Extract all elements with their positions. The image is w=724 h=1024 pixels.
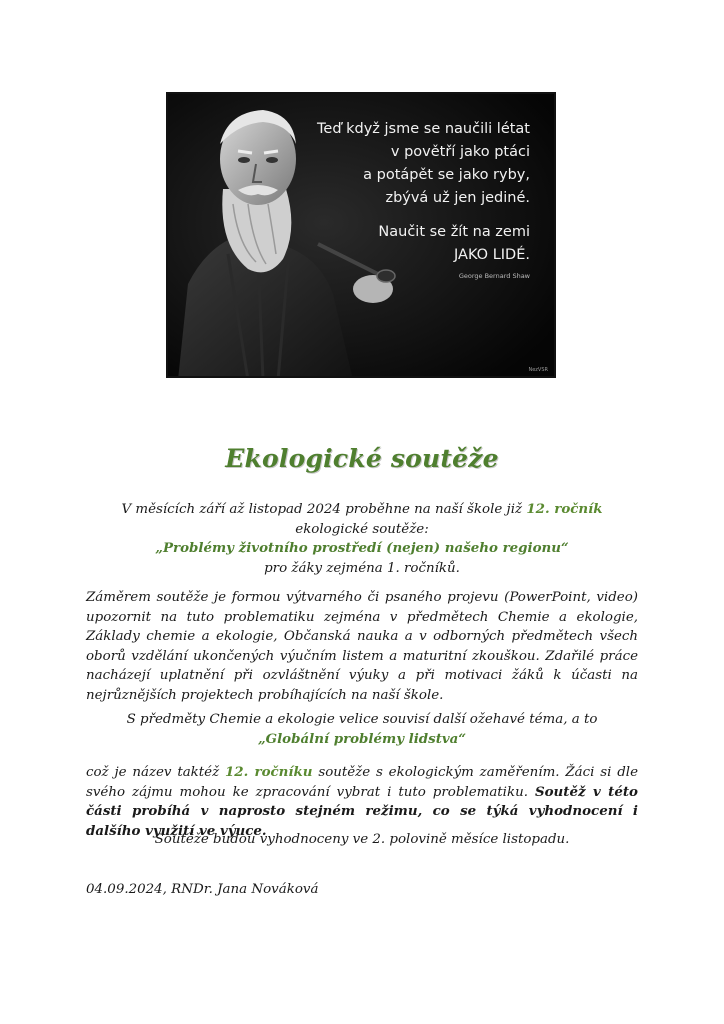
signature: 04.09.2024, RNDr. Jana Nováková: [86, 882, 319, 897]
year-highlight: 12. ročník: [526, 501, 603, 517]
poster-watermark: NezVSR: [528, 367, 548, 373]
second-text: soutěže s ekologickým zaměřením. Žáci si dle svého zájmu mohou ke zpracování vybrat i tuto problematiku.: [86, 765, 639, 800]
quote-line: a potápět se jako ryby,: [363, 167, 530, 183]
second-text: což je název taktéž: [86, 765, 225, 780]
purpose-paragraph: Záměrem soutěže je formou výtvarného či psaného projevu (PowerPoint, video) upozornit na tuto problematiku zejména v předmětech Chemie a ekologie, Základy chemie a ekologie, Občanská nauka a v odborných předmětech všech oborů vzdělání ukončených výučním listem a maturitní zkouškou. Zdařilé práce nacházejí uplatnění při ozvláštnění výuky a při motivaci žáků k účasti na nejrůznějších projektech probíhajících na naší škole.: [86, 590, 638, 703]
quote-author: George Bernard Shaw: [458, 272, 530, 280]
intro-text: V měsících září až listopad 2024 proběhne na naší škole již: [121, 502, 527, 517]
related-text: S předměty Chemie a ekologie velice souvisí další ožehavé téma, a to: [126, 712, 598, 727]
competition-name: „Problémy životního prostředí (nejen) našeho regionu“: [155, 540, 569, 557]
second-bold-text: Soutěž v této části probíhá v naprosto stejném režimu, co se týká vyhodnocení i dalšího využití ve výuce.: [86, 783, 638, 839]
quote-line: Teď když jsme se naučili létat: [317, 121, 530, 137]
second-highlight: 12. ročníku: [224, 764, 313, 780]
quote-poster: [166, 92, 556, 378]
intro-paragraph: [86, 500, 638, 578]
quote-line: zbývá už jen jediné.: [385, 190, 530, 206]
quote-line: Naučit se žít na zemi: [378, 224, 530, 240]
related-paragraph: [86, 710, 638, 749]
audience-text: pro žáky zejména 1. ročníků.: [264, 560, 460, 576]
intro-text: ekologické soutěže:: [295, 521, 429, 537]
page-title: Ekologické soutěže: [225, 444, 499, 473]
related-topic: „Globální problémy lidstva“: [257, 730, 467, 747]
evaluation-text: Soutěže budou vyhodnoceny ve 2. polovině měsíce listopadu.: [154, 832, 570, 847]
quote-line: v povětří jako ptáci: [390, 144, 530, 160]
poster-quote: [290, 118, 530, 281]
quote-line: JAKO LIDÉ.: [454, 247, 530, 263]
